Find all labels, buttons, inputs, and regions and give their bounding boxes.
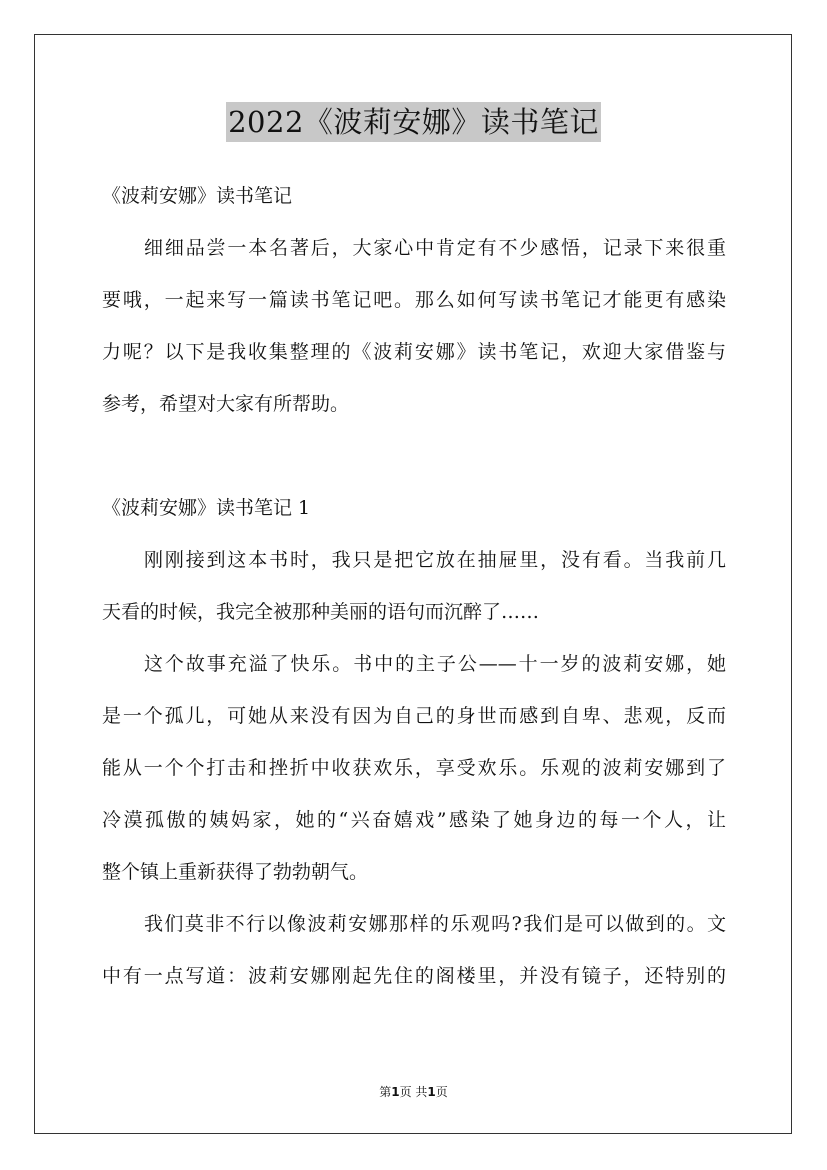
intro-line-1: 细细品尝一本名著后，大家心中肯定有不少感悟，记录下来很重 [144,237,726,259]
para2-line-1: 这个故事充溢了快乐。书中的主子公——十一岁的波莉安娜，她 [144,653,726,675]
page-footer [0,1083,827,1101]
intro-line-3: 力呢？以下是我收集整理的《波莉安娜》读书笔记，欢迎大家借鉴与 [102,341,726,363]
footer-page-suffix: 页 [435,1085,448,1099]
para2-line-5: 整个镇上重新获得了勃勃朝气。 [102,861,369,883]
para1-line-1: 刚刚接到这本书时，我只是把它放在抽屉里，没有看。当我前几 [144,549,726,571]
para2-line-2: 是一个孤儿，可她从来没有因为自己的身世而感到自卑、悲观，反而 [102,705,726,727]
section-heading-1: 《波莉安娜》读书笔记 1 [102,497,311,519]
para3-line-1: 我们莫非不行以像波莉安娜那样的乐观吗?我们是可以做到的。文 [144,913,726,935]
intro-line-2: 要哦，一起来写一篇读书笔记吧。那么如何写读书笔记才能更有感染 [102,289,726,311]
title-container [0,102,827,142]
footer-page-total: 1 [427,1085,436,1099]
para3-line-2: 中有一点写道：波莉安娜刚起先住的阁楼里，并没有镜子，还特别的 [102,965,726,987]
para1-line-2: 天看的时候，我完全被那种美丽的语句而沉醉了…… [102,601,540,623]
section-heading: 《波莉安娜》读书笔记 [102,185,293,207]
para2-line-3: 能从一个个打击和挫折中收获欢乐，享受欢乐。乐观的波莉安娜到了 [102,757,726,779]
document-title: 2022《波莉安娜》读书笔记 [226,102,601,142]
footer-page-prefix: 第 [379,1085,392,1099]
para2-line-4: 冷漠孤傲的姨妈家，她的“兴奋嬉戏”感染了她身边的每一个人，让 [102,809,726,831]
intro-line-4: 参考，希望对大家有所帮助。 [102,393,350,415]
document-body [102,170,726,1002]
footer-page-mid: 页 共 [399,1085,428,1099]
footer-page-current: 1 [391,1085,400,1099]
blank-line [102,430,726,482]
